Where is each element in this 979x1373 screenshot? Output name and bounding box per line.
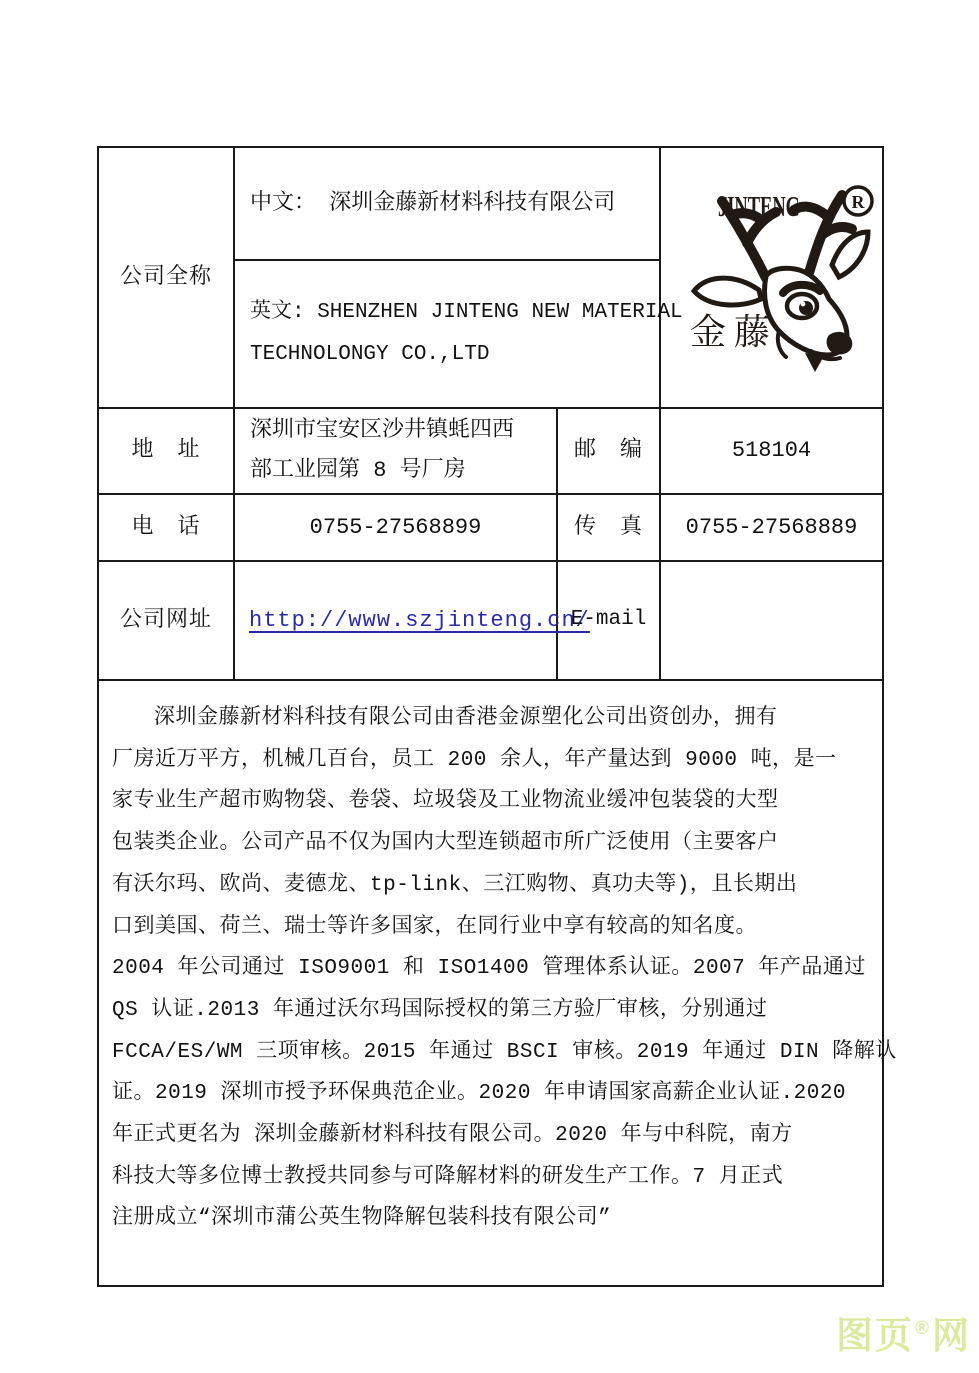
fax-label: 传 真 — [558, 495, 661, 562]
jinteng-deer-logo-icon — [662, 144, 881, 411]
fax-value: 0755-27568889 — [661, 495, 882, 562]
logo-brand-cn: 金藤 — [690, 312, 779, 353]
watermark-text-left: 图页 — [836, 1315, 914, 1356]
logo-cell — [661, 148, 882, 409]
logo-brand-en: JINTENG — [718, 192, 801, 224]
company-description — [99, 681, 897, 1285]
description-line: 科技大等多位博士教授共同参与可降解材料的研发生产工作。7 月正式 — [112, 1165, 784, 1189]
description-line: 有沃尔玛、欧尚、麦德龙、tp-link、三江购物、真功夫等)，且长期出 — [112, 873, 798, 897]
description-line: 包装类企业。公司产品不仅为国内大型连锁超市所广泛使用（主要客户 — [112, 832, 779, 856]
deer-chin-tuft — [805, 353, 824, 372]
description-line: 2004 年公司通过 ISO9001 和 ISO1400 管理体系认证。2007 年产品通过 — [112, 957, 866, 981]
company-info-table — [97, 146, 897, 1287]
email-label: E-mail — [558, 562, 661, 681]
description-line: 证。2019 深圳市授予环保典范企业。2020 年申请国家高薪企业认证.2020 — [112, 1082, 847, 1106]
website-link[interactable]: http://www.szjinteng.cn/ — [249, 607, 590, 633]
watermark-text-right: 网 — [932, 1315, 971, 1356]
website-label: 公司网址 — [99, 562, 235, 681]
address-label: 地 址 — [99, 409, 235, 495]
phone-value: 0755-27568899 — [235, 495, 558, 562]
email-value — [661, 562, 882, 681]
english-name-line1: 英文: SHENZHEN JINTENG NEW MATERIAL — [250, 301, 683, 324]
description-line: 深圳金藤新材料科技有限公司由香港金源塑化公司出资创办，拥有 — [154, 707, 778, 730]
description-line: 注册成立“深圳市蒲公英生物降解包装科技有限公司” — [112, 1207, 612, 1231]
postcode-label: 邮 编 — [558, 409, 661, 495]
english-name-cell — [235, 261, 683, 409]
chinese-name-value: 中文： 深圳金藤新材料科技有限公司 — [235, 148, 661, 261]
english-name-line2: TECHNOLONGY CO.,LTD — [250, 343, 490, 366]
description-line: 家专业生产超市购物袋、卷袋、垃圾袋及工业物流业缓冲包装袋的大型 — [112, 790, 779, 814]
website-cell — [235, 562, 590, 681]
watermark-registered-icon: ® — [915, 1318, 931, 1339]
logo-registered-mark: R — [851, 192, 865, 213]
description-line: 厂房近万平方，机械几百台，员工 200 余人，年产量达到 9000 吨，是一 — [112, 748, 837, 772]
description-line: 年正式更名为 深圳金藤新材料科技有限公司。2020 年与中科院，南方 — [112, 1124, 793, 1148]
watermark — [836, 1305, 971, 1359]
company-name-label: 公司全称 — [99, 148, 235, 409]
address-value: 深圳市宝安区沙井镇蚝四西部工业园第 8 号厂房 — [235, 409, 558, 495]
postcode-value: 518104 — [661, 409, 882, 495]
phone-label: 电 话 — [99, 495, 235, 562]
deer-eye-glint — [801, 302, 806, 307]
description-line: FCCA/ES/WM 三项审核。2015 年通过 BSCI 审核。2019 年通过 DIN 降解认 — [112, 1040, 897, 1064]
description-line: QS 认证.2013 年通过沃尔玛国际授权的第三方验厂审核，分别通过 — [112, 998, 768, 1022]
description-line: 口到美国、荷兰、瑞士等许多国家，在同行业中享有较高的知名度。 — [112, 915, 757, 939]
